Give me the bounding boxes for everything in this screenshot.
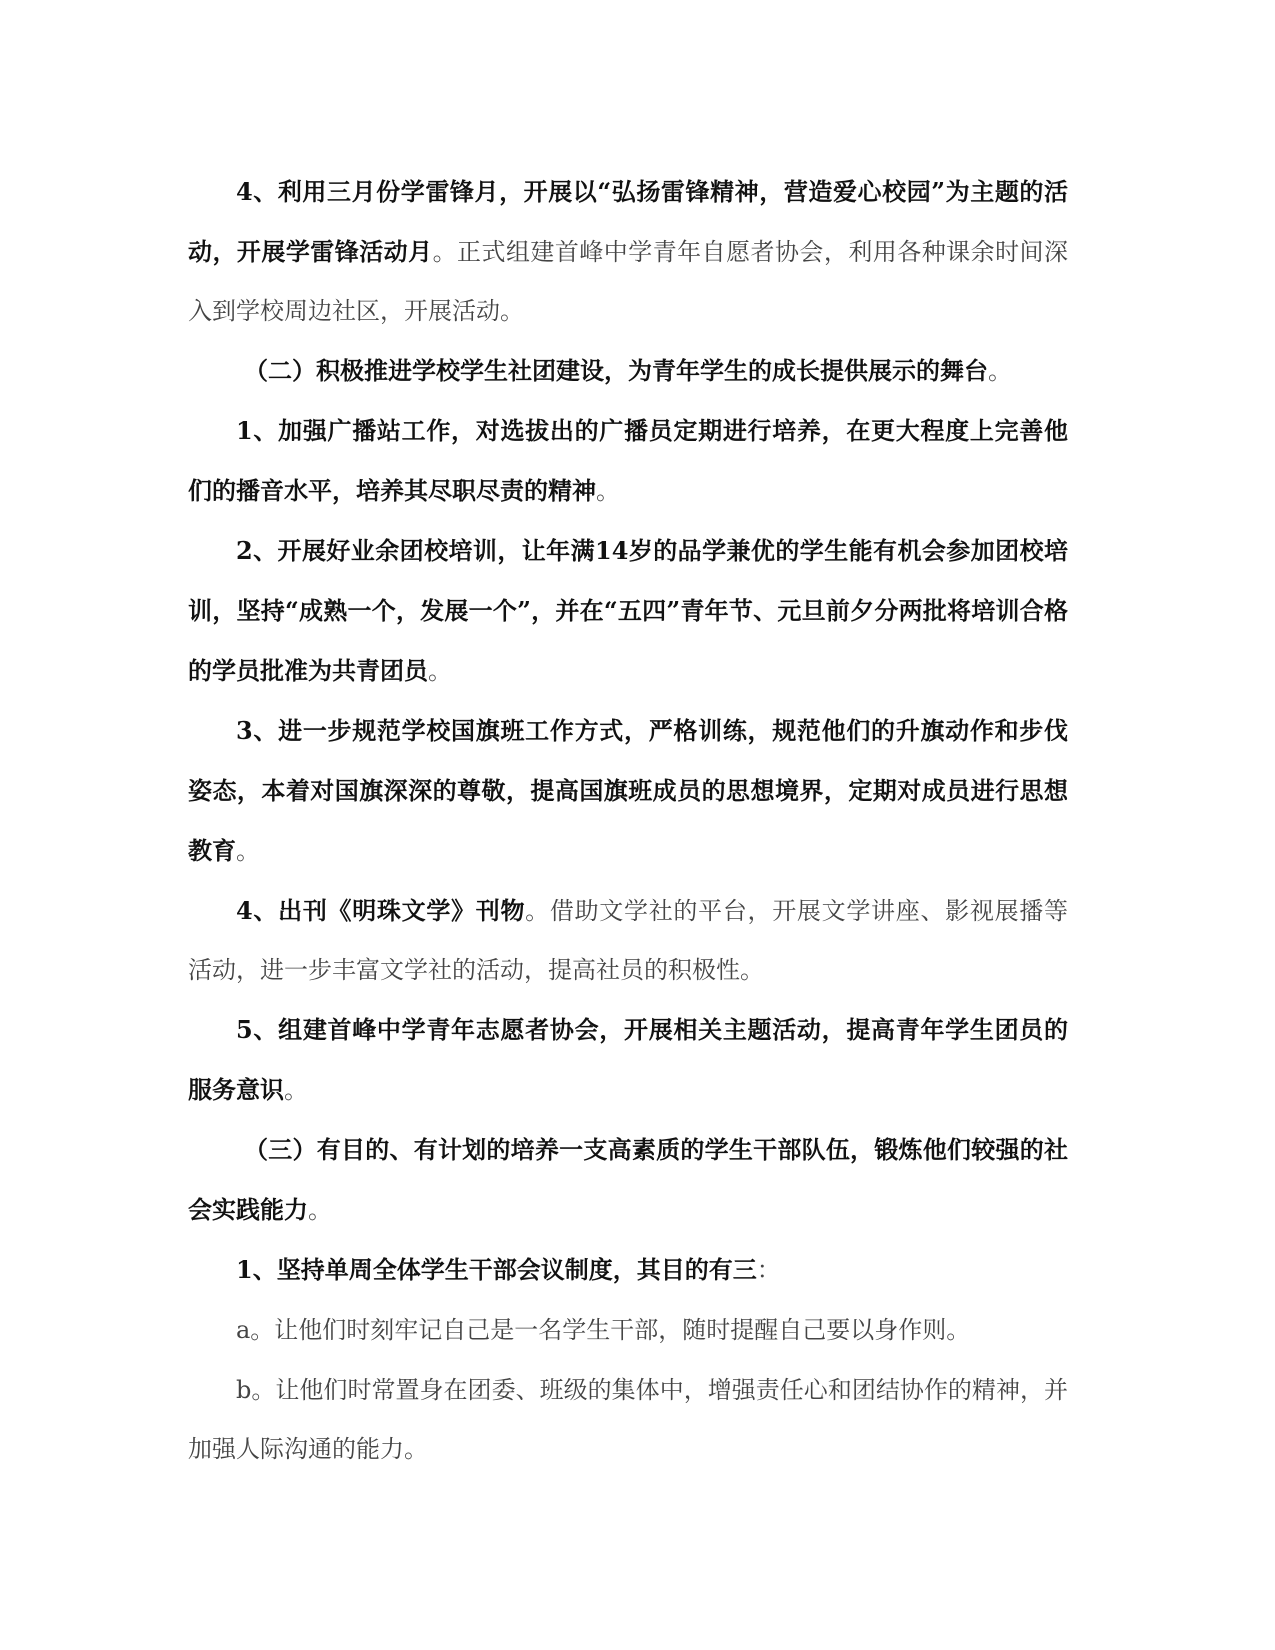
paragraph-cadre-meeting bbox=[188, 1240, 1068, 1300]
document-body bbox=[188, 162, 1068, 1479]
paragraph-regular-text: ： bbox=[756, 1256, 781, 1284]
paragraph-bold-text: 1、坚持单周全体学生干部会议制度，其目的有三 bbox=[236, 1255, 757, 1284]
paragraph-regular-text: 。 bbox=[428, 657, 452, 685]
paragraph-regular-text: 。 bbox=[236, 837, 260, 865]
paragraph-regular-text: b。让他们时常置身在团委、班级的集体中，增强责任心和团结协作的精神，并加强人际沟通的能力。 bbox=[188, 1376, 1068, 1463]
list-item-a bbox=[188, 1300, 1068, 1360]
paragraph-regular-text: 。正式组建首峰中学青年自愿者协会，利用各种课余时间深入到学校周边社区，开展活动。 bbox=[188, 238, 1069, 325]
section-heading-clubs bbox=[188, 341, 1068, 401]
paragraph-volunteer-month bbox=[188, 162, 1068, 341]
paragraph-bold-text: 2、开展好业余团校培训，让年满14岁的品学兼优的学生能有机会参加团校培训，坚持“成熟一个，发展一个”，并在“五四”青年节、元旦前夕分两批将培训合格的学员批准为共青团员 bbox=[188, 536, 1068, 685]
paragraph-flag-team bbox=[188, 701, 1068, 881]
paragraph-regular-text: 。 bbox=[284, 1076, 308, 1104]
paragraph-regular-text: a。让他们时刻牢记自己是一名学生干部，随时提醒自己要以身作则。 bbox=[236, 1316, 971, 1344]
paragraph-bold-text: 5、组建首峰中学青年志愿者协会，开展相关主题活动，提高青年学生团员的服务意识 bbox=[188, 1015, 1068, 1104]
section-heading-text: （二）积极推进学校学生社团建设，为青年学生的成长提供展示的舞台 bbox=[244, 356, 988, 385]
paragraph-league-school bbox=[188, 521, 1068, 701]
paragraph-bold-text: 4、出刊《明珠文学》刊物 bbox=[236, 896, 526, 925]
section-heading-text: （三）有目的、有计划的培养一支高素质的学生干部队伍，锻炼他们较强的社会实践能力 bbox=[188, 1135, 1068, 1224]
paragraph-regular-text: 。借助文学社的平台，开展文学讲座、影视展播等活动，进一步丰富文学社的活动，提高社员的积极性。 bbox=[188, 897, 1068, 984]
paragraph-bold-text: 4、利用三月份学雷锋月，开展以“弘扬雷锋精神，营造爱心校园”为主题的活动，开展学雷锋活动月 bbox=[188, 177, 1068, 266]
paragraph-regular-text: 。 bbox=[596, 477, 620, 505]
paragraph-bold-text: 1、加强广播站工作，对选拔出的广播员定期进行培养，在更大程度上完善他们的播音水平，培养其尽职尽责的精神 bbox=[188, 416, 1068, 505]
paragraph-regular-text: 。 bbox=[308, 1196, 332, 1224]
paragraph-bold-text: 3、进一步规范学校国旗班工作方式，严格训练，规范他们的升旗动作和步伐姿态，本着对国旗深深的尊敬，提高国旗班成员的思想境界，定期对成员进行思想教育 bbox=[188, 716, 1068, 865]
paragraph-volunteer-association bbox=[188, 1000, 1068, 1120]
paragraph-broadcast-station bbox=[188, 401, 1068, 521]
paragraph-literature-journal bbox=[188, 881, 1068, 1000]
paragraph-regular-text: 。 bbox=[988, 357, 1012, 385]
section-heading-cadres bbox=[188, 1120, 1068, 1240]
list-item-b bbox=[188, 1360, 1068, 1479]
